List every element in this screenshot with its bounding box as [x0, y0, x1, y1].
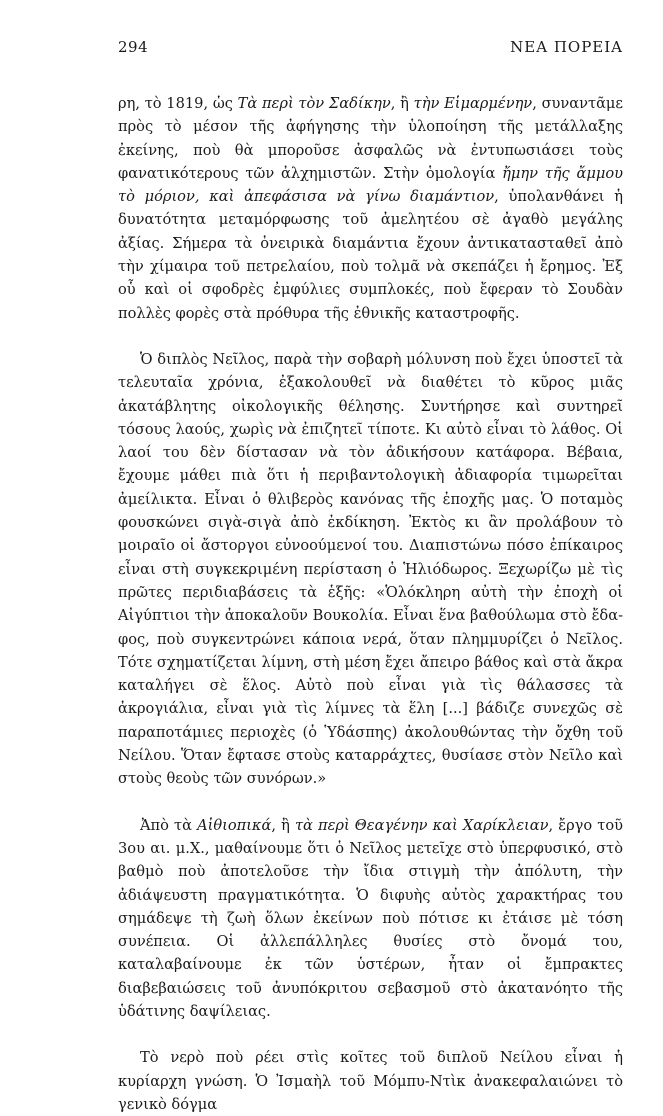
text-run: , ἔργο τοῦ 3ου αι. μ.Χ., μαθαίνουμε ὅτι ὁ Νεῖλος μετεῖχε στὸ ὑπερφυσικό, στὸ βαθμὸ ποὺ ἀποτελοῦσε τὴν ἴδια στιγμὴ τὴν ἀπόλυτη, τὴν ἀδιάψευστη πραγματικότητα. Ὁ διφυὴς αὐτὸς χαρακτήρας του σημάδεψε τὴ ζωὴ ὅλων ἐκείνων ποὺ πότισε κι ἐτάισε μὲ τόση συνέπεια. Οἱ ἀλλεπάλληλες θυσίες στὸ ὄνομά του, καταλαβαίνουμε ἐκ τῶν ὑστέρων, ἦταν οἱ ἔμπρακτες διαβεβαιώσεις τοῦ ἀνυπόκριτου σεβασμοῦ στὸ ἀκατανόητο τῆς ὑδάτινης δαψίλειας.	[118, 816, 623, 1020]
italic-title: τὰ περὶ Θεαγένην καὶ Χαρίκλειαν	[294, 816, 549, 834]
text-run: Ἀπὸ τὰ	[140, 816, 198, 834]
italic-title: τὴν Εἱμαρμένην	[413, 95, 533, 112]
paragraph-1	[118, 92, 623, 325]
italic-title: Αἰθιοπικά	[197, 816, 272, 834]
running-title: ΝΕΑ ΠΟΡΕΙΑ	[510, 38, 623, 56]
page-number: 294	[118, 38, 149, 56]
text-run: Τὸ νερὸ ποὺ ρέει στὶς κοῖτες τοῦ διπλοῦ Νείλου εἶναι ἡ κυρίαρχη γνώση. Ὁ Ἰσμαὴλ τοῦ Μόμπυ-Ντὶκ ἀνακεφαλαιώνει τὸ γενικὸ δόγμα	[118, 1049, 623, 1113]
paragraph-4	[118, 1046, 623, 1116]
text-run: , συναντᾶμε πρὸς τὸ μέσον τῆς ἀφήγησης τὴν ὑλοποίηση τῆς μετάλλαξης ἐκείνης, ποὺ θὰ μποροῦσε ἀσφαλῶς νὰ ἐντυπωσιάσει τοὺς φανατικότερους τῶν ἀλχημιστῶν. Στὴν ὁμολογία	[118, 95, 623, 182]
italic-title: Τὰ περὶ τὸν Σαδίκην	[237, 95, 391, 112]
text-body	[118, 92, 623, 1116]
text-run: , ὑπολανθάνει ἡ δυνατότητα μεταμόρφωσης τοῦ ἀμελητέου σὲ ἀγαθὸ μεγάλης ἀξίας. Σήμερα τὰ ὀνειρικὰ διαμάντια ἔχουν ἀντικατασταθεῖ ἀπὸ τὴν χίμαιρα τοῦ πετρελαίου, ποὺ τολμᾶ νὰ σκεπάζει ἡ ἔρημος. Ἐξ οὗ καὶ οἱ σφοδρὲς ἐμφύλιες συμπλοκές, ποὺ ἔφεραν τὸ Σουδὰν πολλὲς φορὲς στὰ πρόθυρα τῆς ἐθνικῆς καταστροφῆς.	[118, 188, 623, 322]
text-run: Ὁ διπλὸς Νεῖλος, παρὰ τὴν σοβαρὴ μόλυνση ποὺ ἔχει ὑποστεῖ τὰ τελευταῖα χρόνια, ἐξακολουθεῖ νὰ διαθέτει τὸ κῦρος μιᾶς ἀκατάβλητης οἰκολογικῆς θέλησης. Συντήρησε καὶ συντηρεῖ τόσους λαούς, χωρὶς νὰ ἐπιζητεῖ τίποτε. Κι αὐτὸ εἶναι τὸ λάθος. Οἱ λαοί του δὲν δίστασαν νὰ τὸν ἀδικήσουν κατάφορα. Βέβαια, ἔχουμε μάθει πιὰ ὅτι ἡ περιβαντολογικὴ ἀδιαφορία τιμωρεῖται ἀμείλικτα. Εἶναι ὁ θλιβερὸς κανόνας τῆς ἐποχῆς μας. Ὁ ποταμὸς φουσκώνει σιγὰ-σιγὰ ἀπὸ ἐκδίκηση. Ἐκτὸς κι ἂν προλάβουν τὸ μοιραῖο οἱ ἄστοργοι εὐνοούμενοί του. Διαπιστώνω πόσο ἐπίκαιρος εἶναι στὴ συγκεκριμένη περίσταση ὁ Ἡλιόδωρος. Ξεχωρίζω μὲ τὶς πρῶτες περιδιαβάσεις τὰ ἑξῆς: «Ὁλόκληρη αὐτὴ τὴν ἐποχὴ οἱ Αἰγύπτιοι τὴν ἀποκαλοῦν Βουκολία. Εἶναι ἕνα βαθούλωμα στὸ ἔδαφος, ποὺ συγκεντρώνει κάποια νερά, ὅταν πλημμυρίζει ὁ Νεῖλος. Τότε σχηματίζεται λίμνη, στὴ μέση ἔχει ἄπειρο βάθος καὶ στὰ ἄκρα καταλήγει σὲ ἕλος. Αὐτὸ ποὺ εἶναι γιὰ τὶς θάλασσες τὰ ἀκρογιάλια, εἶναι γιὰ τὶς λίμνες τὰ ἕλη [...] βάδιζε συνεχῶς σὲ παραποτάμιες περιοχὲς (ὁ Ὑδάσπης) ἀκολουθώντας τὴν ὄχθη τοῦ Νείλου. Ὅταν ἔφτασε στοὺς καταρράχτες, θυσίασε στὸν Νεῖλο καὶ στοὺς θεοὺς τῶν συνόρων.»	[118, 350, 623, 788]
italic-quote: ἤμην τῆς ἄμμου τὸ μόριον, καὶ ἀπεφάσισα νὰ γίνω διαμάντιον	[118, 164, 623, 206]
paragraph-2	[118, 348, 623, 791]
paragraph-3	[118, 814, 623, 1024]
text-run: ρη, τὸ 1819, ὡς	[118, 95, 238, 112]
page-header	[118, 38, 623, 62]
text-run: , ἢ	[271, 816, 295, 834]
text-run: , ἢ	[390, 95, 414, 112]
